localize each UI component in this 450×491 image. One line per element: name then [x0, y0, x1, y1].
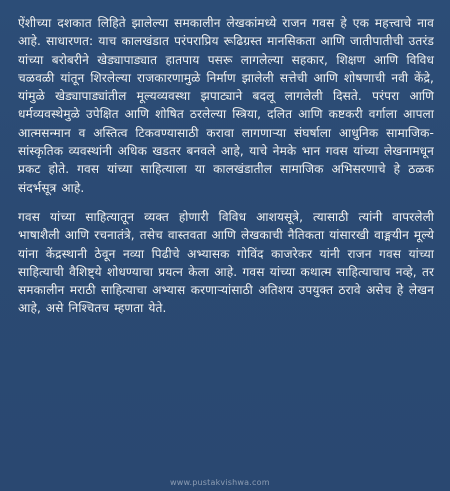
blurb-paragraph-2: गवस यांच्या साहित्यातून व्यक्त होणारी विविध आशयसूत्रे, त्यासाठी त्यांनी वापरलेली भाषाशैली आणि रचनातंत्रे, तसेच वास्तवता आणि लेखकाची नैतिकता यांसारखी वाङ्मयीन मूल्ये यांना केंद्रस्थानी ठेवून नव्या पिढीचे अभ्यासक गोविंद काजरेकर यांनी राजन गवस यांच्या साहित्याची वैशिष्ट्ये शोधण्याचा प्रयत्न केला आहे. गवस यांच्या कथात्म साहित्याचाच नव्हे, तर समकालीन मराठी साहित्याचा अभ्यास करणाऱ्यांसाठी अतिशय उपयुक्त ठरावे असेच हे लेखन आहे, असे निश्चितच म्हणता येते. [18, 209, 434, 316]
blurb-paragraph-1: ऐंशीच्या दशकात लिहिते झालेल्या समकालीन लेखकांमध्ये राजन गवस हे एक महत्त्वाचे नाव आहे. साधारणत: याच कालखंडात परंपराप्रिय रूढिग्रस्त मानसिकता आणि जातीपातीची उतरंड यांच्या बरोबरीने खेड्यापाड्यात हातपाय पसरू लागलेल्या सहकार, शिक्षण आणि विविध चळवळी यांतून शिरलेल्या राजकारणामुळे निर्माण झालेली सत्तेची आणि शोषणाची नवी केंद्रे, यांमुळे खेड्यापाड्यांतील मूल्यव्यवस्था झपाट्याने बदलू लागलेली दिसते. परंपरा आणि धर्मव्यवस्थेमुळे उपेक्षित आणि शोषित ठरलेल्या स्त्रिया, दलित आणि कष्टकरी वर्गाला आपला आत्मसन्मान व अस्तित्व टिकवण्यासाठी करावा लागणाऱ्या संघर्षाला आधुनिक सामाजिक-सांस्कृतिक व्यवस्थांनी अधिक खडतर बनवले आहे, याचे नेमके भान गवस यांच्या लेखनामधून प्रकट होते. गवस यांच्या साहित्याला या कालखंडातील सामाजिक अभिसरणाचे हे ठळक संदर्भसूत्र आहे. [18, 16, 434, 195]
site-watermark: www.pustakvishwa.com [170, 478, 270, 487]
